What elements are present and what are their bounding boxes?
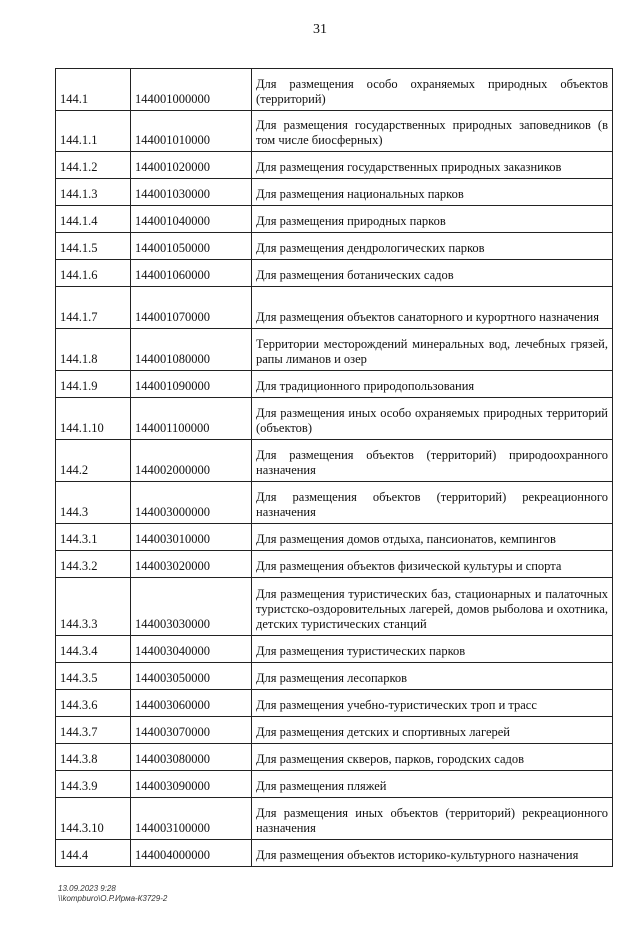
row-number: 144003020000 bbox=[131, 551, 252, 578]
row-code: 144.1.2 bbox=[56, 152, 131, 179]
row-code: 144.1.8 bbox=[56, 329, 131, 371]
table-row bbox=[56, 206, 613, 233]
row-number: 144001040000 bbox=[131, 206, 252, 233]
row-code: 144.3.10 bbox=[56, 798, 131, 840]
row-code: 144.1 bbox=[56, 69, 131, 111]
row-code: 144.1.6 bbox=[56, 260, 131, 287]
row-number: 144001000000 bbox=[131, 69, 252, 111]
table-row bbox=[56, 636, 613, 663]
row-description: Для размещения домов отдыха, пансионатов, кемпингов bbox=[252, 524, 613, 551]
row-description: Для размещения особо охраняемых природных объектов (территорий) bbox=[252, 69, 613, 111]
table-row bbox=[56, 287, 613, 329]
table-row bbox=[56, 798, 613, 840]
row-code: 144.3.9 bbox=[56, 771, 131, 798]
row-number: 144001010000 bbox=[131, 111, 252, 152]
row-number: 144001030000 bbox=[131, 179, 252, 206]
table-row bbox=[56, 152, 613, 179]
row-number: 144002000000 bbox=[131, 440, 252, 482]
row-description: Для размещения объектов физической культуры и спорта bbox=[252, 551, 613, 578]
table-row bbox=[56, 329, 613, 371]
footer-timestamp: 13.09.2023 9:28 bbox=[58, 884, 116, 893]
table-row bbox=[56, 440, 613, 482]
row-number: 144003050000 bbox=[131, 663, 252, 690]
row-code: 144.1.4 bbox=[56, 206, 131, 233]
page-number: 31 bbox=[313, 22, 327, 37]
table-row bbox=[56, 371, 613, 398]
row-description: Для размещения объектов историко-культурного назначения bbox=[252, 840, 613, 867]
row-number: 144003010000 bbox=[131, 524, 252, 551]
table-row bbox=[56, 233, 613, 260]
row-number: 144003040000 bbox=[131, 636, 252, 663]
row-number: 144004000000 bbox=[131, 840, 252, 867]
table-row bbox=[56, 551, 613, 578]
row-code: 144.3.3 bbox=[56, 578, 131, 636]
row-number: 144003060000 bbox=[131, 690, 252, 717]
row-description: Для размещения дендрологических парков bbox=[252, 233, 613, 260]
row-code: 144.3.5 bbox=[56, 663, 131, 690]
row-number: 144001050000 bbox=[131, 233, 252, 260]
row-number: 144001100000 bbox=[131, 398, 252, 440]
document-footer bbox=[58, 884, 167, 904]
row-description: Для размещения туристических баз, стационарных и палаточных туристско-оздоровительных лагерей, домов рыболова и охотника, детских туристических станций bbox=[252, 578, 613, 636]
row-description: Для размещения объектов санаторного и курортного назначения bbox=[252, 287, 613, 329]
row-code: 144.1.3 bbox=[56, 179, 131, 206]
row-code: 144.3.1 bbox=[56, 524, 131, 551]
table-row bbox=[56, 663, 613, 690]
row-number: 144001090000 bbox=[131, 371, 252, 398]
table-row bbox=[56, 482, 613, 524]
row-description: Для традиционного природопользования bbox=[252, 371, 613, 398]
row-description: Территории месторождений минеральных вод, лечебных грязей, рапы лиманов и озер bbox=[252, 329, 613, 371]
table-row bbox=[56, 578, 613, 636]
row-description: Для размещения детских и спортивных лагерей bbox=[252, 717, 613, 744]
table-row bbox=[56, 524, 613, 551]
row-description: Для размещения пляжей bbox=[252, 771, 613, 798]
row-number: 144001060000 bbox=[131, 260, 252, 287]
row-description: Для размещения государственных природных заказников bbox=[252, 152, 613, 179]
row-description: Для размещения иных объектов (территорий) рекреационного назначения bbox=[252, 798, 613, 840]
row-code: 144.3.6 bbox=[56, 690, 131, 717]
table-row bbox=[56, 840, 613, 867]
row-code: 144.1.1 bbox=[56, 111, 131, 152]
row-code: 144.3.8 bbox=[56, 744, 131, 771]
row-number: 144003080000 bbox=[131, 744, 252, 771]
row-number: 144003070000 bbox=[131, 717, 252, 744]
table-row bbox=[56, 398, 613, 440]
row-code: 144.1.5 bbox=[56, 233, 131, 260]
row-description: Для размещения национальных парков bbox=[252, 179, 613, 206]
row-number: 144001070000 bbox=[131, 287, 252, 329]
row-description: Для размещения скверов, парков, городских садов bbox=[252, 744, 613, 771]
row-code: 144.1.9 bbox=[56, 371, 131, 398]
row-number: 144003100000 bbox=[131, 798, 252, 840]
row-number: 144001080000 bbox=[131, 329, 252, 371]
row-description: Для размещения лесопарков bbox=[252, 663, 613, 690]
table-row bbox=[56, 717, 613, 744]
row-description: Для размещения государственных природных заповедников (в том числе биосферных) bbox=[252, 111, 613, 152]
table-row bbox=[56, 690, 613, 717]
row-number: 144001020000 bbox=[131, 152, 252, 179]
row-number: 144003090000 bbox=[131, 771, 252, 798]
row-number: 144003030000 bbox=[131, 578, 252, 636]
table-row bbox=[56, 744, 613, 771]
row-description: Для размещения иных особо охраняемых природных территорий (объектов) bbox=[252, 398, 613, 440]
row-code: 144.3.2 bbox=[56, 551, 131, 578]
row-description: Для размещения природных парков bbox=[252, 206, 613, 233]
row-code: 144.3.4 bbox=[56, 636, 131, 663]
row-code: 144.1.10 bbox=[56, 398, 131, 440]
row-description: Для размещения объектов (территорий) природоохранного назначения bbox=[252, 440, 613, 482]
row-number: 144003000000 bbox=[131, 482, 252, 524]
row-code: 144.2 bbox=[56, 440, 131, 482]
row-description: Для размещения объектов (территорий) рекреационного назначения bbox=[252, 482, 613, 524]
row-description: Для размещения учебно-туристических троп и трасс bbox=[252, 690, 613, 717]
row-code: 144.3 bbox=[56, 482, 131, 524]
row-code: 144.3.7 bbox=[56, 717, 131, 744]
row-code: 144.4 bbox=[56, 840, 131, 867]
table-row bbox=[56, 260, 613, 287]
row-description: Для размещения туристических парков bbox=[252, 636, 613, 663]
table-row bbox=[56, 69, 613, 111]
table-row bbox=[56, 771, 613, 798]
table-row bbox=[56, 179, 613, 206]
classification-table bbox=[55, 68, 613, 867]
row-description: Для размещения ботанических садов bbox=[252, 260, 613, 287]
footer-path: \\kompburo\О.Р.Ирма-К3729-2 bbox=[58, 894, 168, 903]
row-code: 144.1.7 bbox=[56, 287, 131, 329]
table-row bbox=[56, 111, 613, 152]
